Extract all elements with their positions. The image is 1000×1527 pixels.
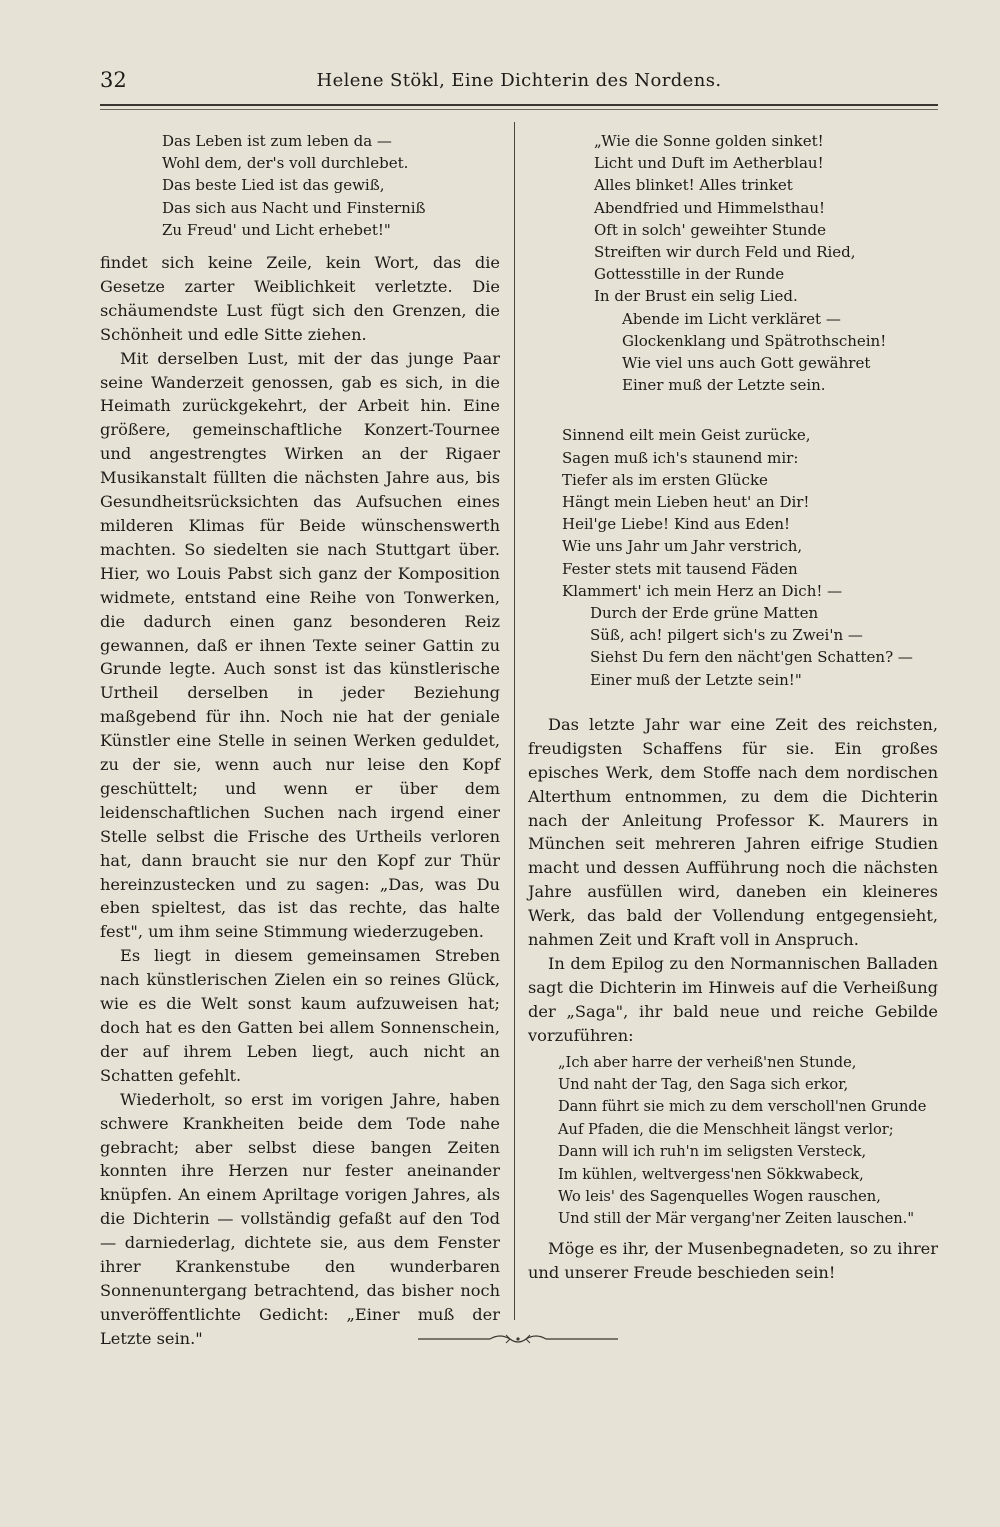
poem-line: Oft in solch' geweihter Stunde <box>594 220 826 239</box>
poem-line: Und still der Mär vergang'ner Zeiten lauschen." <box>558 1210 915 1228</box>
poem-line: Das beste Lied ist das gewiß, <box>162 176 385 195</box>
header-rule-thin <box>100 109 938 110</box>
column-divider <box>514 122 515 1320</box>
poem-line: Das sich aus Nacht und Finsterniß <box>162 198 426 217</box>
paragraph: Wiederholt, so erst im vorigen Jahre, haben schwere Krankheiten beide dem Tode nahe gebracht; aber selbst diese bangen Zeiten konnten ihre Herzen nur fester aneinander knüpfen. An einem Apriltage vorigen Jahres, als die Dichterin — vollständig gefaßt auf den Tod — darniederlag, dichtete sie, aus dem Fenster ihrer Krankenstube den wunderbaren Sonnenuntergang betrachtend, das bisher noch unveröffentlichte Gedicht: „Einer muß der Letzte sein." <box>100 1089 500 1348</box>
poem-line: Abende im Licht verkläret — <box>622 309 841 328</box>
poem-line: Wie viel uns auch Gott gewähret <box>622 354 871 373</box>
poem-stanza-2 <box>562 424 938 690</box>
poem-line: Glockenklang und Spätrothschein! <box>622 331 887 350</box>
poem-line: Streiften wir durch Feld und Ried, <box>594 243 856 262</box>
poem-fragment <box>162 130 500 241</box>
poem-line: Alles blinket! Alles trinket <box>594 176 793 195</box>
poem-line: Das Leben ist zum leben da — <box>162 132 392 150</box>
poem-line: Sagen muß ich's staunend mir: <box>562 448 799 467</box>
paragraph: Es liegt in diesem gemeinsamen Streben nach künstlerischen Zielen ein so reines Glück, wie es die Welt sonst kaum aufzuweisen hat; doch hat es den Gatten bei allem Sonnenschein, der auf ihrem Leben liegt, auch nicht an Schatten gefehlt. <box>100 946 500 1085</box>
left-column <box>100 130 500 1351</box>
poem-line: Dann führt sie mich zu dem verscholl'nen Grunde <box>558 1098 927 1116</box>
poem-line: „Wie die Sonne golden sinket! <box>594 132 824 150</box>
page-header <box>100 68 938 102</box>
poem-line: Auf Pfaden, die die Menschheit längst verlor; <box>558 1120 894 1138</box>
stanza-gap <box>528 396 938 424</box>
poem-line: Dann will ich ruh'n im seligsten Versteck, <box>558 1143 867 1161</box>
epilog-quote <box>558 1052 938 1231</box>
poem-line: Klammert' ich mein Herz an Dich! — <box>562 581 843 600</box>
poem-line: Zu Freud' und Licht erhebet!" <box>162 220 391 239</box>
poem-line: Gottesstille in der Runde <box>594 265 785 284</box>
poem-stanza-1 <box>594 130 938 396</box>
poem-line: Licht und Duft im Aetherblau! <box>594 154 824 173</box>
poem-line: Und naht der Tag, den Saga sich erkor, <box>558 1075 849 1093</box>
paragraph: In dem Epilog zu den Normannischen Balladen sagt die Dichterin im Hinweis auf die Verheißung der „Saga", ihr bald neue und reiche Gebilde vorzuführen: <box>528 953 938 1045</box>
poem-line: Wie uns Jahr um Jahr verstrich, <box>562 537 803 556</box>
paragraph: findet sich keine Zeile, kein Wort, das die Gesetze zarter Weiblichkeit verletzte. Die schäumendste Lust fügt sich den Grenzen, die Schönheit und edle Sitte ziehen. <box>100 253 500 344</box>
header-rule-thick <box>100 104 938 106</box>
poem-line: Heil'ge Liebe! Kind aus Eden! <box>562 515 791 534</box>
poem-line: Süß, ach! pilgert sich's zu Zwei'n — <box>590 626 863 645</box>
right-prose <box>528 713 938 1048</box>
poem-line: Sinnend eilt mein Geist zurücke, <box>562 426 811 445</box>
right-column <box>528 130 938 1285</box>
running-title: Helene Stökl, Eine Dichterin des Nordens. <box>316 70 722 91</box>
closing-paragraph: Möge es ihr, der Musenbegnadeten, so zu ihrer und unserer Freude beschieden sein! <box>528 1238 938 1282</box>
poem-line: „Ich aber harre der verheiß'nen Stunde, <box>558 1053 857 1071</box>
poem-line: Wohl dem, der's voll durchlebet. <box>162 154 409 173</box>
poem-line: Einer muß der Letzte sein. <box>622 376 826 395</box>
poem-line: Wo leis' des Sagenquelles Wogen rauschen, <box>558 1188 881 1205</box>
paragraph: Das letzte Jahr war eine Zeit des reichsten, freudigsten Schaffens für sie. Ein großes episches Werk, dem Stoffe nach dem nordischen Alterthum entnommen, zu dem die Dichterin nach der Anleitung Professor K. Maurers in München seit mehreren Jahren eifrige Studien macht und dessen Aufführung noch die nächsten Jahre ausfüllen wird, daneben ein kleineres Werk, das bald der Vollendung entgegensieht, nahmen Zeit und Kraft voll in Anspruch. <box>528 714 938 950</box>
poem-line: In der Brust ein selig Lied. <box>594 287 798 306</box>
poem-line: Tiefer als im ersten Glücke <box>562 470 768 489</box>
poem-line: Im kühlen, weltvergess'nen Sökkwabeck, <box>558 1165 864 1183</box>
poem-line: Siehst Du fern den nächt'gen Schatten? — <box>590 648 913 667</box>
poem-line: Durch der Erde grüne Matten <box>590 604 819 623</box>
page-number: 32 <box>100 68 127 92</box>
poem-line: Abendfried und Himmelsthau! <box>594 198 826 217</box>
poem-line: Einer muß der Letzte sein!" <box>590 670 802 689</box>
poem-line: Hängt mein Lieben heut' an Dir! <box>562 493 810 512</box>
paragraph: Mit derselben Lust, mit der das junge Paar seine Wanderzeit genossen, gab es sich, in die Heimath zurückgekehrt, der Arbeit hin. Eine größere, gemeinschaftliche Konzert-Tournee und angestrengtes Wirken an der Rigaer Musikanstalt füllten die nächsten Jahre aus, bis Gesundheitsrücksichten das Aufsuchen eines milderen Klimas für Beide wünschenswerth machten. So siedelten sie nach Stuttgart über. Hier, wo Louis Pabst sich ganz der Komposition widmete, entstand eine Reihe von Tonwerken, die dadurch einen ganz besonderen Reiz gewannen, daß er ihnen Texte seiner Gattin zu Grunde legte. Auch sonst ist das künstlerische Urtheil derselben in jeder Beziehung maßgebend für ihn. Noch nie hat der geniale Künstler eine Stelle in seinen Werken geduldet, zu der sie, wenn auch nur leise den Kopf geschüttelt; und wenn er über dem leidenschaftlichen Suchen nach irgend einer Stelle selbst die Frische des Urtheils verloren hat, dann braucht sie nur den Kopf zur Thür hereinzustecken und zu sagen: „Das, was Du eben spieltest, das ist das rechte, das halte fest", um ihm seine Stimmung wiederzugeben. <box>100 348 500 942</box>
tailpiece-ornament-icon <box>418 1331 618 1347</box>
poem-line: Fester stets mit tausend Fäden <box>562 559 798 578</box>
